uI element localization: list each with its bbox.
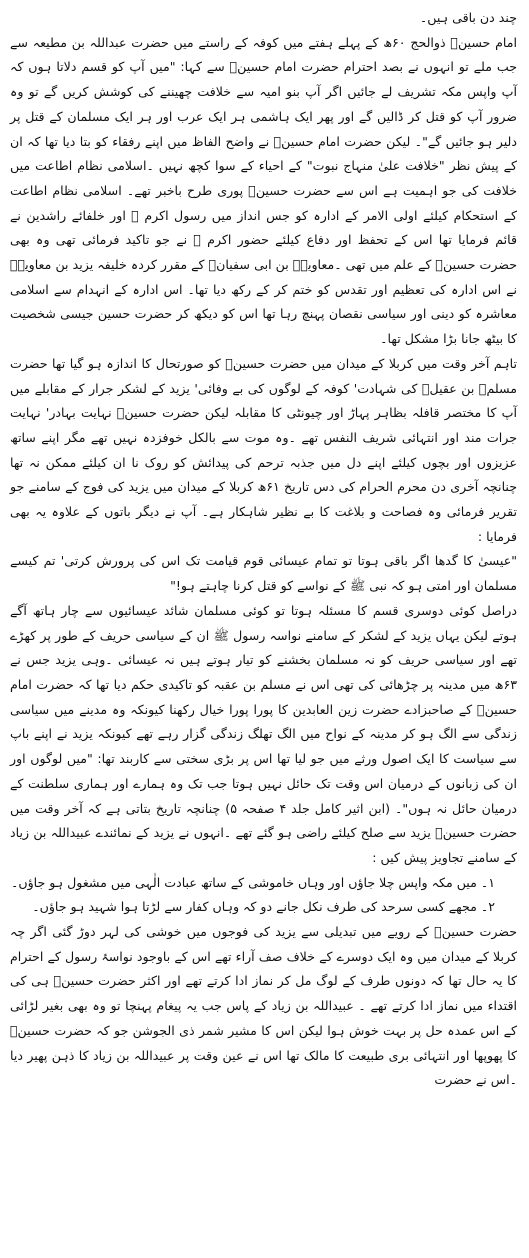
paragraph-khilafat: امام حسینؓ ذوالحج ۶۰ھ کے پہلے ہفتے میں کوفہ کے راستے میں حضرت عبداللہ بن مطیعہ سے جب ملے تو انہوں نے بصد احترام حضرت امام حسینؓ سے کہا: "میں آپ کو قسم دلاتا ہوں کہ آپ واپس مکہ تشریف لے جائیں اگر آپ بنو امیہ سے خلافت چھیننے کی کوشش کریں گے تو وہ ضرور آپ کو قتل کر ڈالیں گے اور پھر ایک ہاشمی ہر ایک عرب اور ہر ایک مسلمان کے قتل پر دلیر ہو جائیں گے"۔ لیکن حضرت امام حسینؓ نے واضح الفاظ میں اپنے رفقاء کو بتا دیا تھا کہ ان کے پیش نظر "خلافت علیٰ منہاج نبوت" کے احیاء کے سوا کچھ نہیں ۔اسلامی نظام اطاعت میں خلافت کی جو اہمیت ہے اس سے حضرت حسینؓ پوری طرح باخبر تھے۔ اسلامی نظام اطاعت کے استحکام کیلئے اولی الامر کے ادارہ کو جس انداز میں رسول اکرم ﷺ اور خلفائے راشدین نے قائم فرمایا تھا اس کے تحفظ اور دفاع کیلئے حضور اکرم ﷺ نے جو تاکید فرمائی تھی وہ بھی حضرت حسینؓ کے علم میں تھی ۔معاویہؓ بن ابی سفیانؓ کے مقرر کردہ خلیفہ یزید بن معاویہؓ نے اس ادارہ کی تعظیم اور تقدس کو ختم کر کے رکھ دیا تھا۔ اس ادارہ کے انہدام سے اسلامی معاشرہ کو دینی اور سیاسی نقصان پہنچ رہا تھا اس کو دیکھ کر حضرت حسین جیسی شخصیت کا بیٹھ جانا بڑا مشکل تھا۔ bbox=[10, 34, 517, 347]
proposal-item-1: ۱۔ میں مکہ واپس چلا جاؤں اور وہاں خاموشی کے ساتھ عبادت الٰہی میں مشغول ہو جاؤں۔ bbox=[10, 874, 495, 890]
paragraph-quote: "عیسیٰ کا گدھا اگر باقی ہوتا تو تمام عیسائی قوم قیامت تک اس کی پرورش کرتی' تم کیسے مسلمان اور امتی ہو کہ نبی ﷺ کے نواسے کو قتل کرنا چاہتے ہو!" bbox=[10, 553, 517, 594]
paragraph-karbala: تاہم آخر وقت میں کربلا کے میدان میں حضرت حسینؓ کو صورتحال کا اندازہ ہو گیا تھا حضرت مسلمؓ بن عقیلؓ کی شہادت' کوفہ کے لوگوں کی بے وفائی' یزید کے لشکر جرار کے مقابلے میں آپ کا مختصر قافلہ بظاہر پہاڑ اور چیونٹی کا مقابلہ لیکن حضرت حسینؓ نہایت بہادر' نہایت جرات مند اور انتہائی شریف النفس تھے ۔وہ موت سے بالکل خوفزدہ نہیں تھے مگر اپنے ساتھ عزیزوں اور بچوں کیلئے اپنے دل میں جذبہ ترحم کی پیدائش کو روک نا ان کیلئے ممکن نہ تھا چنانچہ آخری دن محرم الحرام کی دس تاریخ ۶۱ھ کربلا کے میدان میں یزید کی فوج کے سامنے جو تقریر فرمائی وہ فصاحت و بلاغت کا بے نظیر شاہکار ہے۔ آپ نے دیگر باتوں کے علاوہ یہ بھی فرمایا : bbox=[10, 355, 517, 544]
proposal-item-2: ۲۔ مجھے کسی سرحد کی طرف نکل جانے دو کہ وہاں کفار سے لڑتا ہوا شہید ہو جاؤں۔ bbox=[32, 899, 495, 915]
paragraph-intro: چند دن باقی ہیں۔ bbox=[419, 10, 517, 25]
paragraph-closing: حضرت حسینؓ کے رویے میں تبدیلی سے یزید کی فوجوں میں خوشی کی لہر دوڑ گئی اگر چہ کربلا کے میدان میں وہ ایک دوسرے کے خلاف صف آراء تھے اس کے باوجود نواسۂ رسول کے احترام کا یہ حال تھا کہ دونوں طرف کے لوگ مل کر نماز ادا کرتے تھے اور اکثر حضرت حسینؓ ہی کی اقتداء میں نماز ادا کرتے تھے ۔ عبیداللہ بن زیاد کے پاس جب یہ پیغام پہنچا تو وہ بھی بغیر لڑائی کے اس عمدہ حل پر بہت خوش ہوا لیکن اس کا مشیر شمر ذی الجوشن جو کہ حضرت حسینؓ کا پھوپھا اور انتہائی بری طبیعت کا مالک تھا اس نے عین وقت پر عبیداللہ بن زیاد کا ذہن پھیر دیا ۔اس نے حضرت bbox=[10, 924, 517, 1088]
paragraph-political-rival: دراصل کوئی دوسری قسم کا مسئلہ ہوتا تو کوئی مسلمان شائد عیسائیوں سے چار ہاتھ آگے ہوتے لیکن یہاں یزید کے لشکر کے سامنے نواسہ رسول ﷺ ان کے سیاسی حریف کے طور پر کھڑے تھے اور سیاسی حریف کو نہ مسلمان بخشنے کو تیار ہوتے ہیں نہ عیسائی ۔وہی یزید جس نے ۶۳ھ میں مدینہ پر چڑھائی کی تھی اس نے مسلم بن عقبہ کو تاکیدی حکم دیا تھا کہ حضرت امام حسینؓ کے صاحبزادے حضرت زین العابدین کا پورا پورا خیال رکھنا کیونکہ وہ مدینے میں سیاسی زندگی سے الگ ہو کر مدینہ کے نواح میں الگ تھلگ زندگی گزار رہے تھے کیونکہ یزید نے اپنے باپ سے سیاست کا ایک اصول ورثے میں جو لیا تھا اس پر بڑی سختی سے کاربند تھا: "میں لوگوں اور ان کی زبانوں کے درمیان اس وقت تک حائل نہیں ہوتا جب تک وہ ہمارے اور ہماری سلطنت کے درمیان حائل نہ ہوں"۔ (ابن اثیر کامل جلد ۴ صفحہ ۵) چنانچہ تاریخ بتاتی ہے کہ آخر وقت میں حضرت حسینؓ یزید سے صلح کیلئے راضی ہو گئے تھے ۔انہوں نے یزید کے نمائندے عبیداللہ بن زیاد کے سامنے تجاویز پیش کیں : bbox=[10, 602, 517, 865]
